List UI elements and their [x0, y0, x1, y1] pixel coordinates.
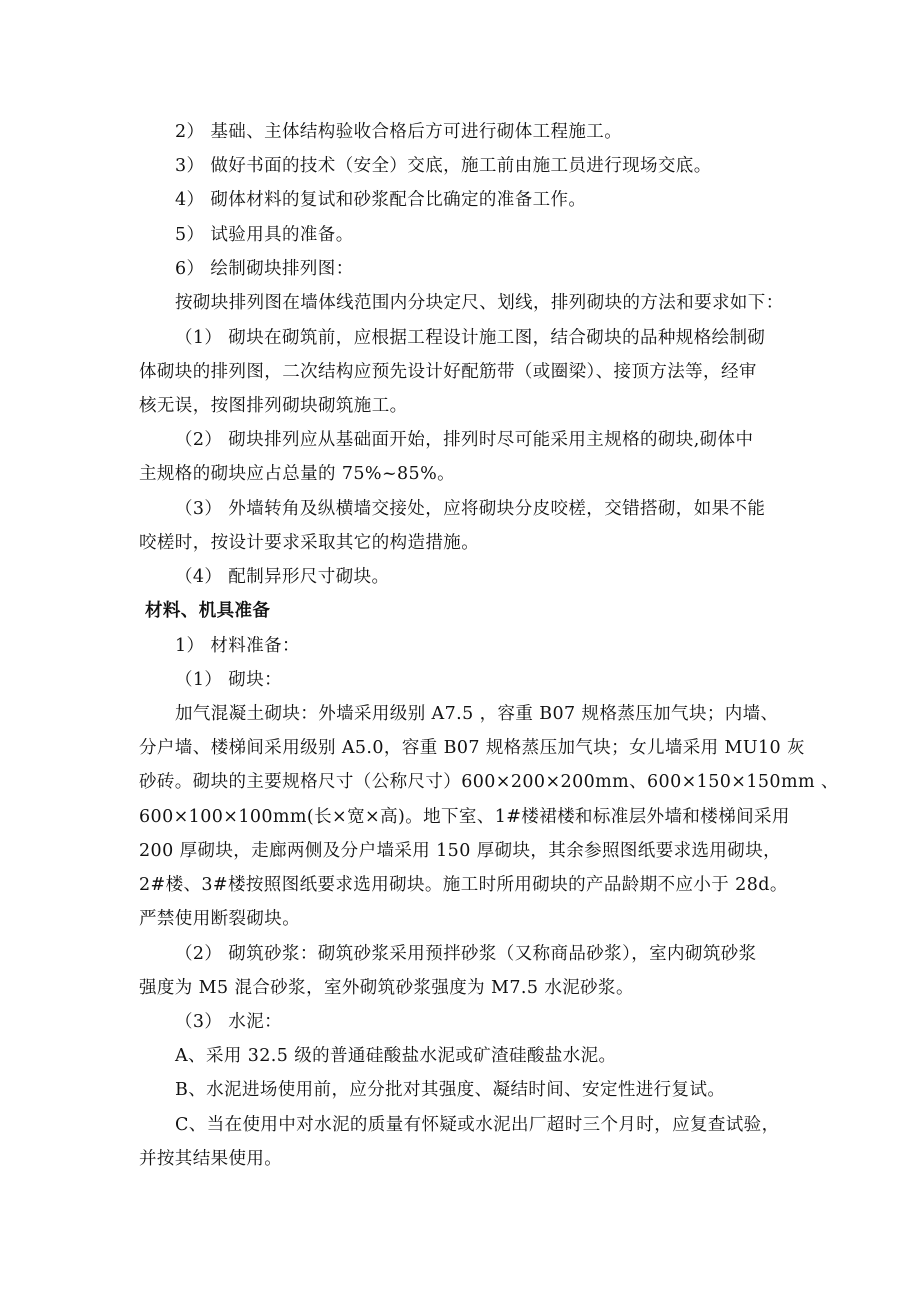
item-3: 3） 做好书面的技术（安全）交底，施工前由施工员进行现场交底。	[175, 156, 712, 176]
paragraph-line: A、采用 32.5 级的普通硅酸盐水泥或矿渣硅酸盐水泥。	[175, 1046, 617, 1066]
paragraph-line: （3） 水泥：	[175, 1012, 282, 1032]
item-5: 5） 试验用具的准备。	[175, 225, 354, 245]
paragraph-line: 严禁使用断裂砌块。	[139, 909, 301, 929]
paragraph-line: （2） 砌筑砂浆：砌筑砂浆采用预拌砂浆（又称商品砂浆），室内砌筑砂浆	[175, 944, 757, 964]
paragraph-line: （1） 砌块：	[175, 670, 282, 690]
paragraph-line: 强度为 M5 混合砂浆，室外砌筑砂浆强度为 M7.5 水泥砂浆。	[139, 978, 634, 998]
paragraph-line: B、水泥进场使用前，应分批对其强度、凝结时间、安定性进行复试。	[175, 1080, 726, 1100]
paragraph-line: 2#楼、3#楼按照图纸要求选用砌块。施工时所用砌块的产品龄期不应小于 28d。	[139, 875, 788, 895]
paragraph-line: 砂砖。砌块的主要规格尺寸（公称尺寸）600×200×200mm、600×150×150mm 、	[139, 772, 839, 792]
paragraph-line: 分户墙、楼梯间采用级别 A5.0，容重 B07 规格蒸压加气块；女儿墙采用 MU10 灰	[139, 738, 805, 758]
paragraph-line: 主规格的砌块应占总量的 75%~85%。	[139, 464, 456, 484]
item-6: 6） 绘制砌块排列图：	[175, 259, 354, 279]
paragraph-line: C、当在使用中对水泥的质量有怀疑或水泥出厂超时三个月时，应复查试验，	[175, 1115, 780, 1135]
item-4: 4） 砌体材料的复试和砂浆配合比确定的准备工作。	[175, 190, 587, 210]
section-heading: 材料、机具准备	[145, 601, 271, 621]
paragraph-line: 核无误，按图排列砌块砌筑施工。	[139, 396, 408, 416]
paragraph-line: 加气混凝土砌块：外墙采用级别 A7.5 ，容重 B07 规格蒸压加气块；内墙、	[175, 704, 779, 724]
paragraph-line: 咬槎时，按设计要求采取其它的构造措施。	[139, 533, 480, 553]
paragraph-line: 1） 材料准备：	[175, 636, 300, 656]
paragraph-line: （1） 砌块在砌筑前，应根据工程设计施工图，结合砌块的品种规格绘制砌	[175, 328, 766, 348]
item-2: 2） 基础、主体结构验收合格后方可进行砌体工程施工。	[175, 122, 623, 142]
paragraph-intro: 按砌块排列图在墙体线范围内分块定尺、划线，排列砌块的方法和要求如下：	[175, 293, 784, 313]
paragraph-line: 200 厚砌块，走廊两侧及分户墙采用 150 厚砌块，其余参照图纸要求选用砌块，	[139, 841, 781, 861]
paragraph-line: （2） 砌块排列应从基础面开始，排列时尽可能采用主规格的砌块,砌体中	[175, 430, 754, 450]
paragraph-line: 并按其结果使用。	[139, 1149, 283, 1169]
paragraph-line: （3） 外墙转角及纵横墙交接处，应将砌块分皮咬槎，交错搭砌，如果不能	[175, 499, 766, 519]
paragraph-line: （4） 配制异形尺寸砌块。	[175, 567, 390, 587]
paragraph-line: 体砌块的排列图，二次结构应预先设计好配筋带（或圈梁）、接顶方法等，经审	[139, 362, 757, 382]
paragraph-line: 600×100×100mm(长×宽×高)。地下室、1#楼裙楼和标准层外墙和楼梯间采用	[139, 807, 790, 827]
